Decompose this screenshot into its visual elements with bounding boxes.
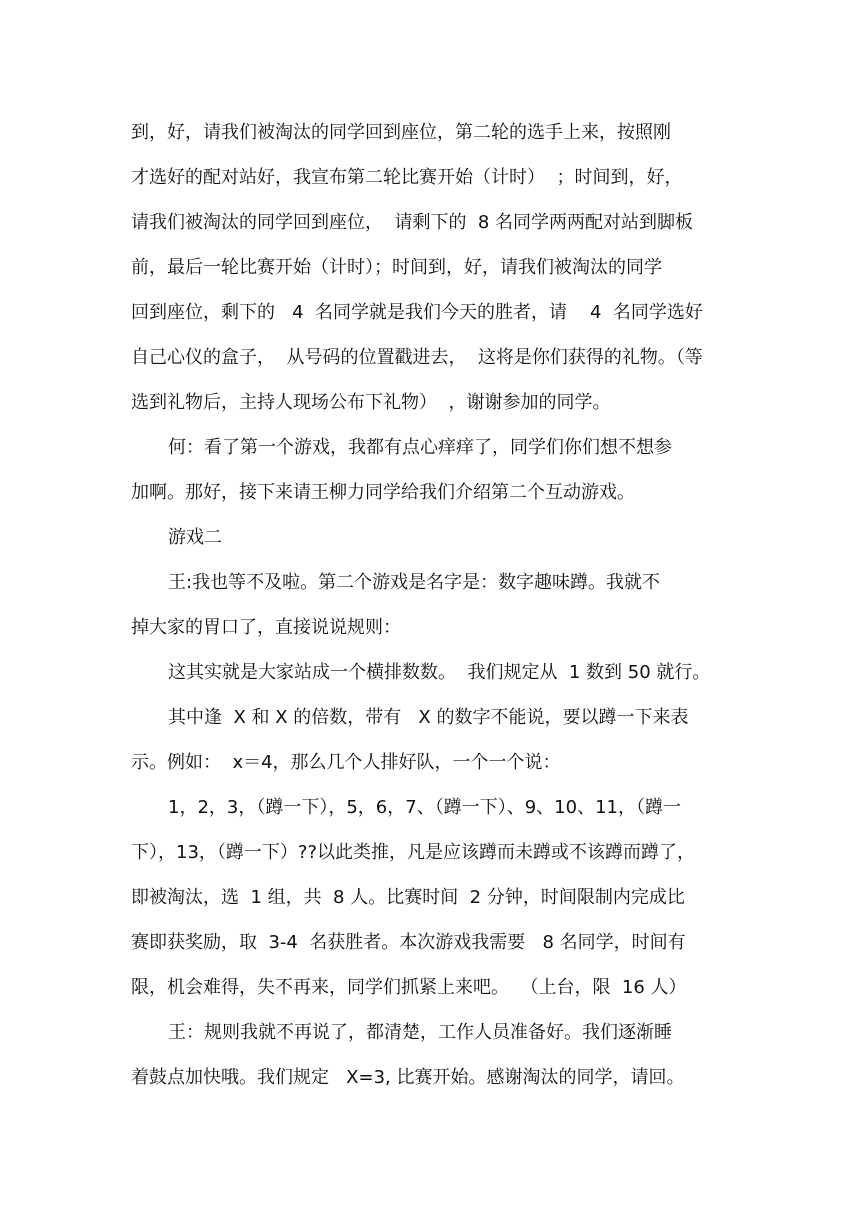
text-line: 自己心仪的盒子， 从号码的位置戳进去， 这将是你们获得的礼物。（等 — [131, 347, 703, 368]
section-heading: 游戏二 — [168, 527, 222, 548]
text-line: 王:我也等不及啦。第二个游戏是名字是：数字趣味蹲。我就不 — [168, 572, 661, 593]
text-line: 选到礼物后，主持人现场公布下礼物） ，谢谢参加的同学。 — [131, 392, 611, 413]
text-line: 限，机会难得，失不再来，同学们抓紧上来吧。 （上台，限 16 人） — [131, 977, 687, 998]
text-line: 请我们被淘汰的同学回到座位， 请剩下的 8 名同学两两配对站到脚板 — [131, 212, 694, 233]
text-line: 加啊。那好，接下来请王柳力同学给我们介绍第二个互动游戏。 — [131, 482, 635, 503]
text-line: 即被淘汰，选 1 组，共 8 人。比赛时间 2 分钟，时间限制内完成比 — [131, 887, 685, 908]
text-line: 赛即获奖励，取 3-4 名获胜者。本次游戏我需要 8 名同学，时间有 — [131, 932, 686, 953]
text-line: 王：规则我就不再说了，都清楚，工作人员准备好。我们逐渐睡 — [168, 1022, 672, 1043]
text-line: 这其实就是大家站成一个横排数数。 我们规定从 1 数到 50 就行。 — [168, 662, 711, 683]
text-line: 示。例如： x＝4，那么几个人排好队，一个一个说： — [131, 752, 561, 773]
text-line: 前，最后一轮比赛开始（计时）；时间到，好，请我们被淘汰的同学 — [131, 257, 662, 278]
text-line: 1，2，3，（蹲一下），5，6，7、（蹲一下）、9、10、11，（蹲一 — [168, 797, 681, 818]
text-line: 何：看了第一个游戏，我都有点心痒痒了，同学们你们想不想参 — [168, 437, 672, 458]
text-line: 其中逢 X 和 X 的倍数，带有 X 的数字不能说，要以蹲一下来表 — [168, 707, 689, 728]
text-line: 下），13，（蹲一下）??以此类推，凡是应该蹲而未蹲或不该蹲而蹲了， — [131, 842, 696, 863]
text-line: 到，好，请我们被淘汰的同学回到座位，第二轮的选手上来，按照刚 — [131, 122, 671, 143]
text-line: 回到座位，剩下的 4 名同学就是我们今天的胜者，请 4 名同学选好 — [131, 302, 703, 323]
text-line: 才选好的配对站好，我宣布第二轮比赛开始（计时） ；时间到，好， — [131, 167, 683, 188]
text-line: 掉大家的胃口了，直接说说规则： — [131, 617, 401, 638]
text-line: 着鼓点加快哦。我们规定 X=3, 比赛开始。感谢淘汰的同学，请回。 — [131, 1067, 685, 1088]
